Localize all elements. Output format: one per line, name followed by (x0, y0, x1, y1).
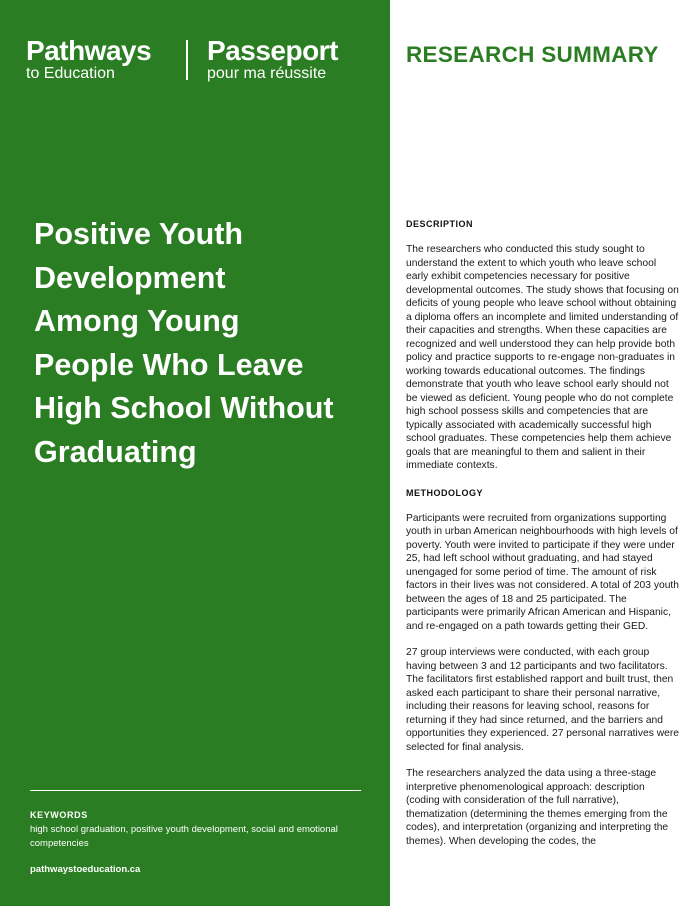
keywords-text: high school graduation, positive youth development, social and emotional competencies (30, 824, 338, 849)
passeport-logo (207, 36, 338, 82)
logo-en-main: Pathways (26, 35, 152, 66)
logo-fr-sub: pour ma réussite (207, 65, 327, 82)
document-title (34, 213, 384, 474)
description-heading: DESCRIPTION (406, 219, 474, 229)
summary-content (406, 219, 681, 861)
title-line: Among Young (34, 304, 240, 338)
logo-fr-main: Passeport (207, 35, 338, 66)
logo-en-sub: to Education (26, 65, 115, 82)
title-line: Development (34, 260, 226, 295)
title-line: High School Without (34, 391, 334, 425)
keywords-heading: KEYWORDS (30, 810, 88, 820)
title-line: Graduating (34, 434, 197, 469)
description-text: The researchers who conducted this study sought to understand the extent to which youth who leave school early exhibit competencies necessary for positive developmental outcomes. The study shows that focusing on deficits of young people who leave school without obtaining a diploma offers an incomplete and limited understanding of their capacities and strengths. When these capacities are recognized and well understood they can help provide both policy and practice supports to re-engage non-graduates in working towards educational outcomes. The findings demonstrate that youth who leave school early should not be viewed as deficient. Young people who do not complete high school possess skills and competencies that are typically associated with academically successful high school graduates. These competencies help them achieve goals that are meaningful to them and salient in their immediate contexts. (406, 244, 679, 471)
pathways-logo (26, 36, 151, 82)
research-summary-heading: RESEARCH SUMMARY (406, 42, 659, 67)
title-line: Positive Youth (34, 217, 244, 251)
right-panel (390, 0, 700, 906)
website-link[interactable]: pathwaystoeducation.ca (30, 864, 141, 875)
methodology-paragraph: The researchers analyzed the data using a three-stage interpretive phenomenological approach: description (coding with consideration of the full narrative), thematization (determining the themes emerging from the codes), and interpretation (organizing and interpreting the themes). When developing the codes, the (406, 768, 669, 847)
title-line: People Who Leave (34, 347, 304, 382)
methodology-heading: METHODOLOGY (406, 487, 483, 498)
methodology-paragraph: 27 group interviews were conducted, with each group having between 3 and 12 participants and two facilitators. The facilitators first established rapport and built trust, then asked each participant to share their personal narrative, including their reasons for leaving school, reasons for returning if they had since returned, and the barriers and opportunities they experienced. 27 personal narratives were selected for final analysis. (406, 647, 680, 753)
logo-divider (186, 40, 188, 80)
keywords-divider (30, 790, 361, 791)
methodology-paragraph: Participants were recruited from organizations supporting youth in urban American neighbourhoods with high levels of poverty. Youth were invited to participate if they were under 25, had left school without graduating, and had stayed unengaged for some period of time. The amount of risk factors in their lives was not considered. A total of 203 youth between the ages of 18 and 25 participated. The participants were primarily African American and Hispanic, and re-engaged on a path towards getting their GED. (406, 512, 680, 632)
